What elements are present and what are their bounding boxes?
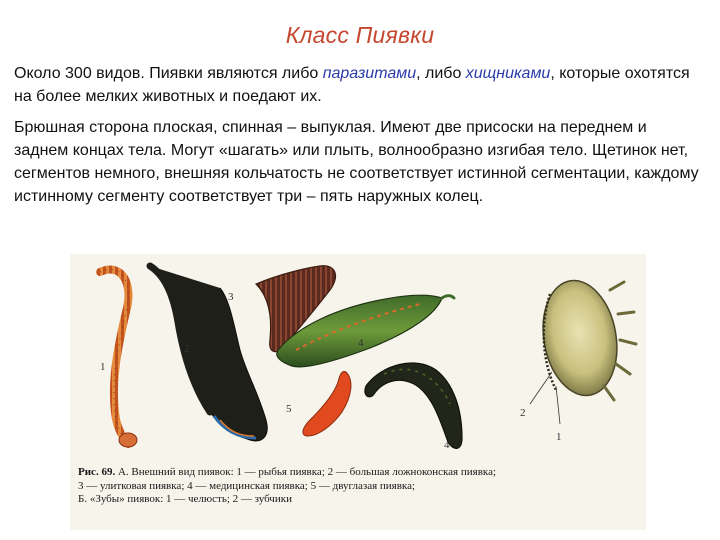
caption-line-3: Б. «Зубы» пиявок: 1 — челюсть; 2 — зубчики xyxy=(78,493,292,505)
intro-paragraph xyxy=(14,62,704,108)
label-fish-leech: 1 xyxy=(100,361,106,373)
caption-line-1 xyxy=(78,466,638,480)
medicinal-leech-bottom xyxy=(365,363,462,448)
two-eyed-leech xyxy=(303,371,351,436)
body-paragraph: Брюшная сторона плоская, спинная – выпуклая. Имеют две присоски на переднем и заднем концах тела. Могут «шагать» или плыть, волнообразно изгибая тело. Щетинок нет, сегментов немного, внешняя кольчатость не соответствует истинной сегментации, каждому истинному сегменту соответствует три – пять наружных колец. xyxy=(14,119,699,205)
leech-illustration xyxy=(70,254,646,530)
fish-leech xyxy=(100,270,128,444)
label-snail-leech: 3 xyxy=(228,291,234,303)
intro-text-start: Около 300 видов. Пиявки являются либо xyxy=(14,65,323,82)
label-jaw: 1 xyxy=(556,431,562,443)
figure-caption xyxy=(78,466,638,507)
label-two-eyed-leech: 5 xyxy=(286,403,292,415)
caption-text-1: А. Внешний вид пиявок: 1 — рыбья пиявка; 2 — большая ложноконская пиявка; xyxy=(115,466,497,478)
slide-title: Класс Пиявки xyxy=(285,22,435,48)
label-teeth: 2 xyxy=(520,407,526,419)
label-horse-leech: 2 xyxy=(184,343,190,355)
caption-label: Рис. 69. xyxy=(78,466,116,478)
term-parasites: паразитами xyxy=(322,65,417,82)
caption-line-2: 3 — улитковая пиявка; 4 — медицинская пиявка; 5 — двуглазая пиявка; xyxy=(78,479,416,492)
label-medicinal-leech-top: 4 xyxy=(358,337,364,349)
teeth-pointer xyxy=(530,372,552,404)
label-medicinal-leech-bottom: 4 xyxy=(444,439,450,451)
jaw-pointer xyxy=(556,386,560,424)
intro-text-end: , которые охотятся на более мелких животных и поедают их. xyxy=(14,65,690,105)
intro-text-middle: , либо xyxy=(416,65,466,82)
term-predators: хищниками xyxy=(465,65,551,82)
leech-jaw xyxy=(534,275,636,402)
